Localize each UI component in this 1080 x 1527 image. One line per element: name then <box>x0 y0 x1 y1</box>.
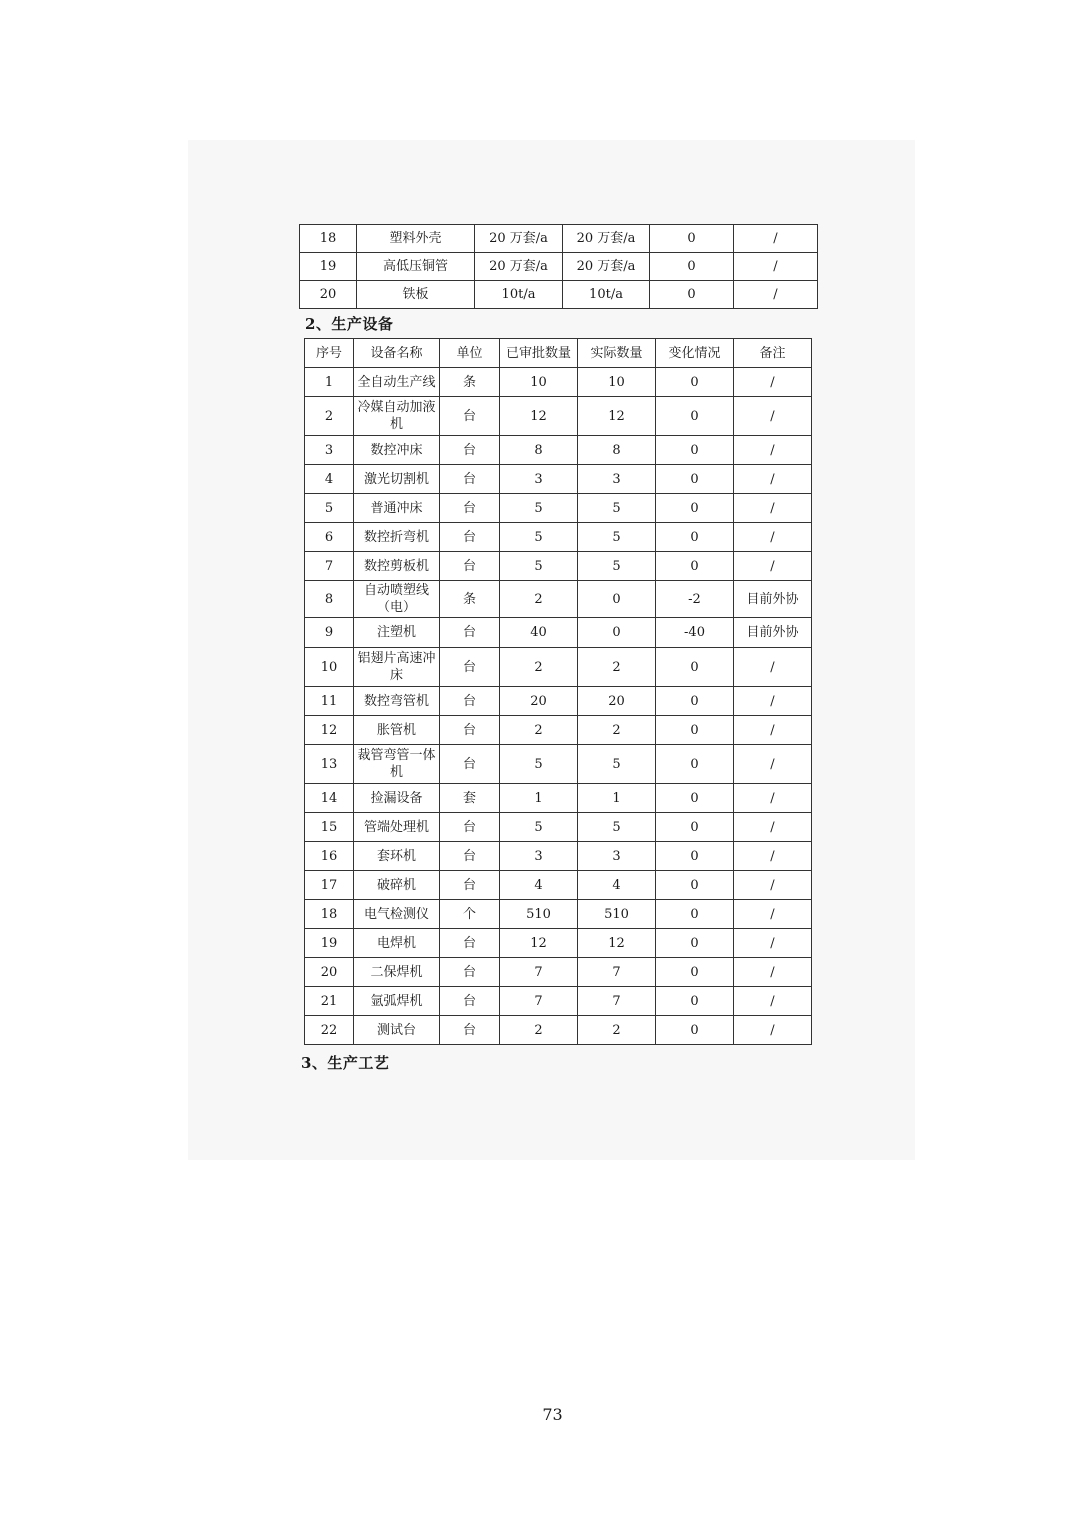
cell-no: 9 <box>305 618 354 648</box>
table-row <box>305 368 812 397</box>
cell-no: 20 <box>305 958 354 987</box>
cell-approved: 1 <box>500 784 578 813</box>
table-row <box>305 494 812 523</box>
cell-unit: 条 <box>440 581 500 618</box>
cell-actual: 20 万套/a <box>563 253 650 281</box>
cell-no: 15 <box>305 813 354 842</box>
table-row <box>305 581 812 618</box>
table-row <box>305 958 812 987</box>
cell-approved: 40 <box>500 618 578 648</box>
cell-approved: 20 万套/a <box>475 253 563 281</box>
cell-note: / <box>734 281 818 309</box>
materials-table <box>299 224 818 309</box>
cell-unit: 台 <box>440 494 500 523</box>
cell-no: 8 <box>305 581 354 618</box>
cell-approved: 20 万套/a <box>475 225 563 253</box>
cell-change: 0 <box>656 929 734 958</box>
cell-actual: 20 <box>578 687 656 716</box>
cell-no: 19 <box>305 929 354 958</box>
equipment-table-body <box>305 368 812 1045</box>
cell-unit: 台 <box>440 465 500 494</box>
cell-note: / <box>734 225 818 253</box>
cell-note: / <box>734 871 812 900</box>
cell-unit: 台 <box>440 745 500 784</box>
cell-no: 18 <box>300 225 357 253</box>
cell-change: 0 <box>656 745 734 784</box>
cell-unit: 台 <box>440 552 500 581</box>
cell-name: 自动喷塑线（电） <box>354 581 440 618</box>
header-row <box>305 339 812 368</box>
table-row <box>305 745 812 784</box>
cell-no: 6 <box>305 523 354 552</box>
cell-unit: 台 <box>440 716 500 745</box>
cell-no: 19 <box>300 253 357 281</box>
cell-approved: 3 <box>500 465 578 494</box>
cell-change: 0 <box>656 784 734 813</box>
cell-name: 普通冲床 <box>354 494 440 523</box>
cell-name: 捡漏设备 <box>354 784 440 813</box>
cell-actual: 3 <box>578 842 656 871</box>
cell-change: -2 <box>656 581 734 618</box>
cell-change: -40 <box>656 618 734 648</box>
cell-approved: 5 <box>500 745 578 784</box>
cell-note: / <box>734 1016 812 1045</box>
table-row <box>305 987 812 1016</box>
cell-unit: 台 <box>440 871 500 900</box>
cell-name: 数控剪板机 <box>354 552 440 581</box>
cell-change: 0 <box>656 900 734 929</box>
page-number: 73 <box>542 1405 563 1424</box>
header-cell-change: 变化情况 <box>656 339 734 368</box>
cell-no: 12 <box>305 716 354 745</box>
cell-approved: 20 <box>500 687 578 716</box>
cell-name: 二保焊机 <box>354 958 440 987</box>
cell-actual: 12 <box>578 397 656 436</box>
cell-no: 4 <box>305 465 354 494</box>
cell-no: 22 <box>305 1016 354 1045</box>
materials-table-body <box>300 225 818 309</box>
table-row <box>305 813 812 842</box>
cell-no: 5 <box>305 494 354 523</box>
cell-change: 0 <box>650 281 734 309</box>
cell-approved: 2 <box>500 716 578 745</box>
cell-approved: 12 <box>500 929 578 958</box>
cell-approved: 10t/a <box>475 281 563 309</box>
cell-name: 冷媒自动加液机 <box>354 397 440 436</box>
header-cell-unit: 单位 <box>440 339 500 368</box>
cell-name: 激光切割机 <box>354 465 440 494</box>
cell-note: / <box>734 687 812 716</box>
table-row <box>305 716 812 745</box>
cell-name: 电气检测仪 <box>354 900 440 929</box>
cell-name: 高低压铜管 <box>357 253 475 281</box>
cell-note: / <box>734 494 812 523</box>
cell-note: 目前外协 <box>734 581 812 618</box>
cell-actual: 20 万套/a <box>563 225 650 253</box>
cell-name: 测试台 <box>354 1016 440 1045</box>
cell-change: 0 <box>656 436 734 465</box>
equipment-table <box>304 338 812 1045</box>
header-cell-approved: 已审批数量 <box>500 339 578 368</box>
cell-name: 铝翅片高速冲床 <box>354 648 440 687</box>
cell-change: 0 <box>656 987 734 1016</box>
cell-approved: 5 <box>500 494 578 523</box>
cell-actual: 5 <box>578 494 656 523</box>
table-row <box>300 281 818 309</box>
table-row <box>300 253 818 281</box>
cell-approved: 5 <box>500 813 578 842</box>
cell-note: / <box>734 958 812 987</box>
cell-actual: 5 <box>578 813 656 842</box>
cell-unit: 台 <box>440 1016 500 1045</box>
cell-actual: 5 <box>578 523 656 552</box>
cell-actual: 2 <box>578 648 656 687</box>
cell-actual: 5 <box>578 745 656 784</box>
cell-unit: 台 <box>440 397 500 436</box>
table-row <box>305 929 812 958</box>
cell-name: 铁板 <box>357 281 475 309</box>
cell-no: 11 <box>305 687 354 716</box>
cell-approved: 5 <box>500 552 578 581</box>
cell-actual: 1 <box>578 784 656 813</box>
cell-note: / <box>734 929 812 958</box>
cell-approved: 10 <box>500 368 578 397</box>
cell-change: 0 <box>656 368 734 397</box>
cell-no: 21 <box>305 987 354 1016</box>
cell-note: / <box>734 397 812 436</box>
cell-change: 0 <box>656 716 734 745</box>
cell-actual: 10t/a <box>563 281 650 309</box>
cell-actual: 4 <box>578 871 656 900</box>
cell-approved: 3 <box>500 842 578 871</box>
cell-note: / <box>734 436 812 465</box>
cell-note: / <box>734 465 812 494</box>
cell-no: 16 <box>305 842 354 871</box>
table-row <box>305 784 812 813</box>
cell-note: / <box>734 900 812 929</box>
section-2-title: 2、生产设备 <box>305 315 394 333</box>
cell-name: 套环机 <box>354 842 440 871</box>
table-row <box>305 900 812 929</box>
cell-no: 20 <box>300 281 357 309</box>
cell-name: 数控冲床 <box>354 436 440 465</box>
cell-name: 全自动生产线 <box>354 368 440 397</box>
cell-change: 0 <box>656 813 734 842</box>
cell-change: 0 <box>650 225 734 253</box>
equipment-table-header <box>305 339 812 368</box>
cell-unit: 台 <box>440 813 500 842</box>
cell-unit: 台 <box>440 523 500 552</box>
cell-note: / <box>734 648 812 687</box>
cell-no: 2 <box>305 397 354 436</box>
cell-change: 0 <box>656 552 734 581</box>
cell-unit: 台 <box>440 958 500 987</box>
cell-no: 17 <box>305 871 354 900</box>
cell-no: 13 <box>305 745 354 784</box>
table-row <box>305 871 812 900</box>
cell-name: 破碎机 <box>354 871 440 900</box>
cell-no: 1 <box>305 368 354 397</box>
table-row <box>300 225 818 253</box>
table-row <box>305 523 812 552</box>
cell-actual: 2 <box>578 716 656 745</box>
cell-unit: 台 <box>440 842 500 871</box>
cell-unit: 台 <box>440 436 500 465</box>
cell-unit: 条 <box>440 368 500 397</box>
cell-actual: 0 <box>578 618 656 648</box>
cell-approved: 5 <box>500 523 578 552</box>
cell-no: 3 <box>305 436 354 465</box>
cell-no: 18 <box>305 900 354 929</box>
table-row <box>305 648 812 687</box>
cell-unit: 台 <box>440 618 500 648</box>
header-cell-note: 备注 <box>734 339 812 368</box>
cell-note: / <box>734 716 812 745</box>
cell-approved: 2 <box>500 1016 578 1045</box>
cell-name: 数控折弯机 <box>354 523 440 552</box>
cell-change: 0 <box>656 1016 734 1045</box>
cell-note: / <box>734 253 818 281</box>
cell-approved: 4 <box>500 871 578 900</box>
cell-approved: 12 <box>500 397 578 436</box>
cell-no: 10 <box>305 648 354 687</box>
cell-note: / <box>734 842 812 871</box>
cell-note: / <box>734 784 812 813</box>
cell-name: 电焊机 <box>354 929 440 958</box>
header-cell-actual: 实际数量 <box>578 339 656 368</box>
table-row <box>305 465 812 494</box>
table-row <box>305 436 812 465</box>
cell-note: / <box>734 745 812 784</box>
table-row <box>305 397 812 436</box>
cell-note: 目前外协 <box>734 618 812 648</box>
cell-unit: 套 <box>440 784 500 813</box>
cell-unit: 台 <box>440 687 500 716</box>
cell-name: 数控弯管机 <box>354 687 440 716</box>
cell-actual: 8 <box>578 436 656 465</box>
cell-actual: 0 <box>578 581 656 618</box>
section-3-title: 3、生产工艺 <box>301 1054 390 1072</box>
cell-change: 0 <box>656 842 734 871</box>
cell-no: 14 <box>305 784 354 813</box>
cell-actual: 3 <box>578 465 656 494</box>
cell-no: 7 <box>305 552 354 581</box>
cell-change: 0 <box>656 397 734 436</box>
cell-approved: 510 <box>500 900 578 929</box>
cell-actual: 5 <box>578 552 656 581</box>
cell-actual: 12 <box>578 929 656 958</box>
cell-name: 注塑机 <box>354 618 440 648</box>
cell-change: 0 <box>656 494 734 523</box>
cell-unit: 个 <box>440 900 500 929</box>
table-row <box>305 552 812 581</box>
header-cell-no: 序号 <box>305 339 354 368</box>
cell-name: 塑料外壳 <box>357 225 475 253</box>
cell-actual: 7 <box>578 987 656 1016</box>
cell-change: 0 <box>656 958 734 987</box>
cell-approved: 7 <box>500 958 578 987</box>
cell-name: 裁管弯管一体机 <box>354 745 440 784</box>
cell-approved: 8 <box>500 436 578 465</box>
cell-actual: 2 <box>578 1016 656 1045</box>
table-row <box>305 842 812 871</box>
cell-approved: 2 <box>500 581 578 618</box>
cell-change: 0 <box>656 687 734 716</box>
cell-note: / <box>734 523 812 552</box>
cell-actual: 510 <box>578 900 656 929</box>
cell-note: / <box>734 552 812 581</box>
cell-unit: 台 <box>440 987 500 1016</box>
table-row <box>305 687 812 716</box>
cell-actual: 7 <box>578 958 656 987</box>
cell-approved: 7 <box>500 987 578 1016</box>
cell-unit: 台 <box>440 929 500 958</box>
cell-change: 0 <box>656 523 734 552</box>
cell-name: 氩弧焊机 <box>354 987 440 1016</box>
cell-change: 0 <box>656 648 734 687</box>
cell-change: 0 <box>656 871 734 900</box>
cell-note: / <box>734 368 812 397</box>
cell-change: 0 <box>650 253 734 281</box>
cell-name: 管端处理机 <box>354 813 440 842</box>
cell-name: 胀管机 <box>354 716 440 745</box>
cell-change: 0 <box>656 465 734 494</box>
cell-note: / <box>734 813 812 842</box>
cell-note: / <box>734 987 812 1016</box>
table-row <box>305 1016 812 1045</box>
cell-unit: 台 <box>440 648 500 687</box>
cell-approved: 2 <box>500 648 578 687</box>
table-row <box>305 618 812 648</box>
cell-actual: 10 <box>578 368 656 397</box>
header-cell-name: 设备名称 <box>354 339 440 368</box>
